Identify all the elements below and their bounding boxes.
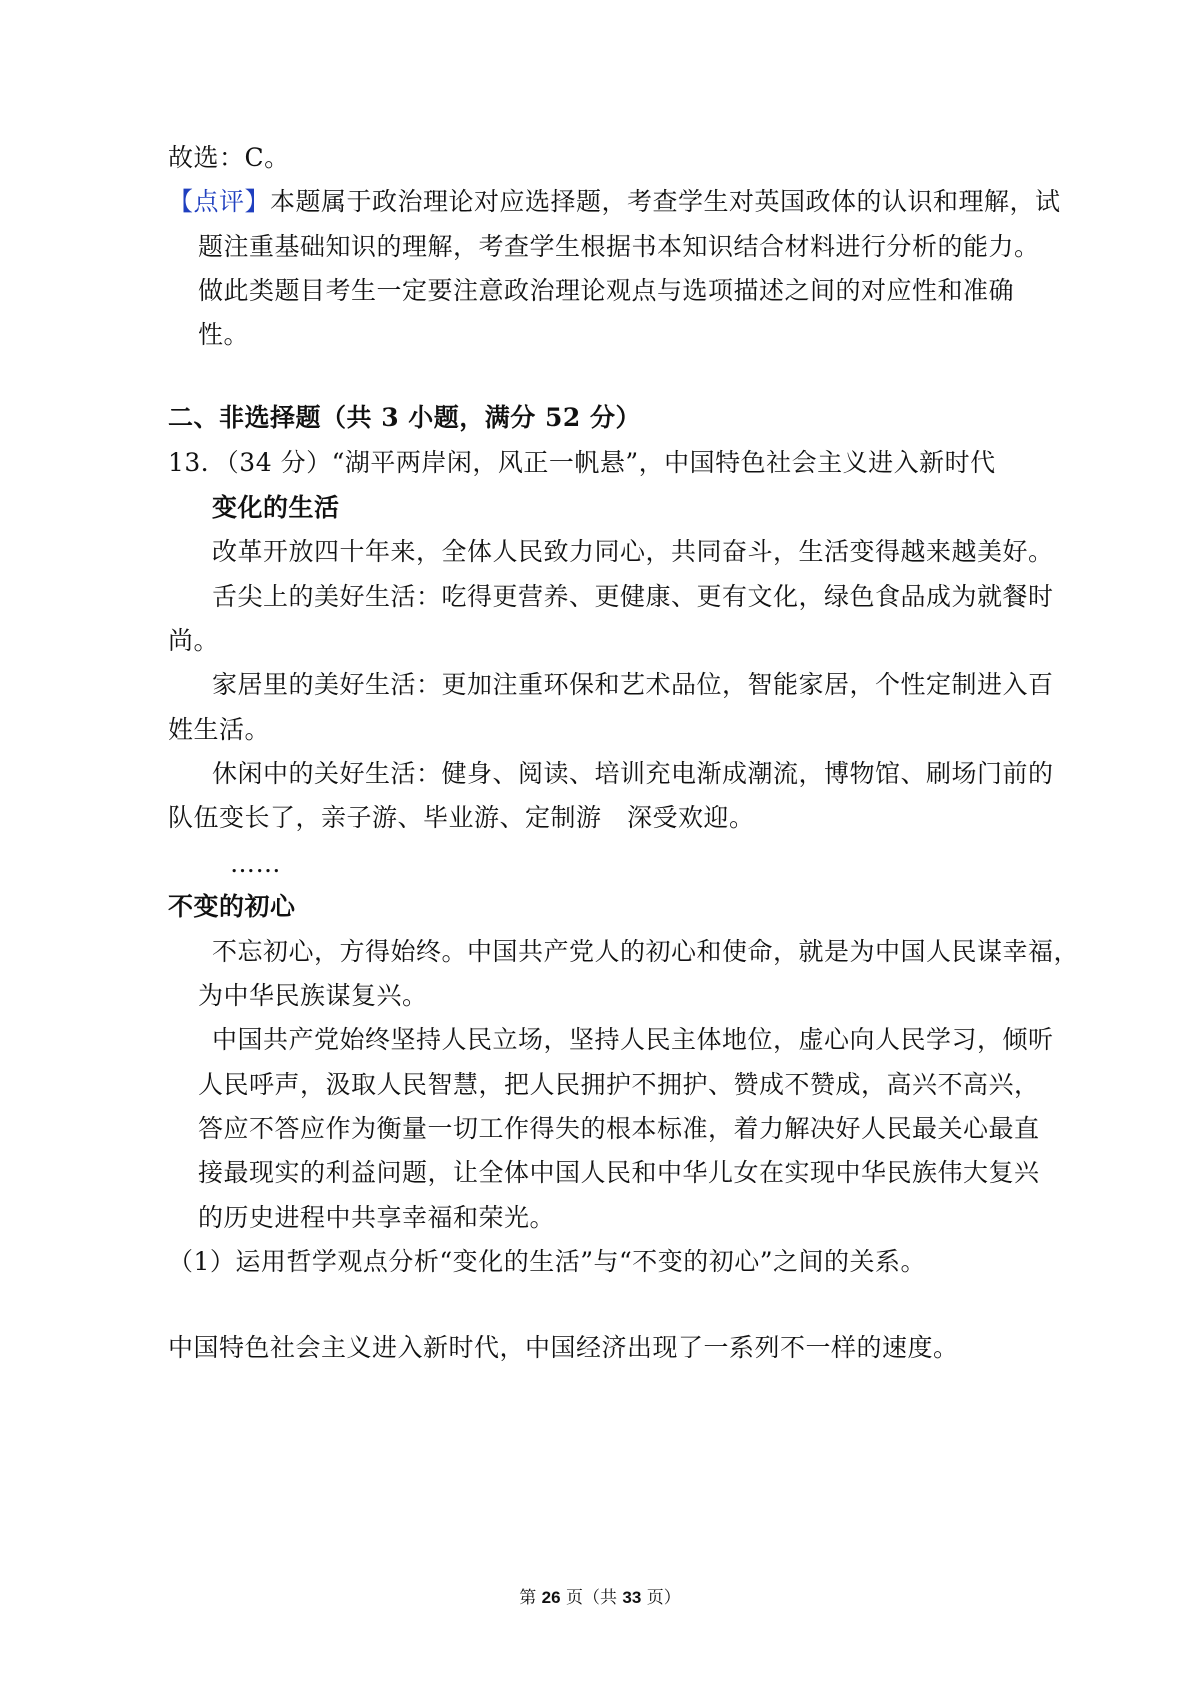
- material-line: 接最现实的利益问题，让全体中国人民和中华儿女在实现中华民族伟大复兴: [198, 1158, 1040, 1187]
- comment-tag: 【点评】: [168, 187, 271, 216]
- material-line: 家居里的美好生活：更加注重环保和艺术品位，智能家居，个性定制进入百: [212, 670, 1054, 699]
- material-line: 人民呼声，汲取人民智慧，把人民拥护不拥护、赞成不赞成，高兴不高兴，: [198, 1070, 1040, 1099]
- comment-line: 题注重基础知识的理解，考查学生根据书本知识结合材料进行分析的能力。: [198, 232, 1040, 261]
- current-page-number: 26: [541, 1588, 561, 1607]
- question-stem: 13．（34 分）“湖平两岸闲，风正一帆悬”，中国特色社会主义进入新时代: [168, 448, 996, 477]
- material-line: 的历史进程中共享幸福和荣光。: [198, 1203, 556, 1232]
- comment-line: 性。: [198, 320, 250, 349]
- ellipsis: ……: [230, 849, 281, 878]
- footer-prefix: 第: [519, 1588, 542, 1608]
- material-line: 中国共产党始终坚持人民立场，坚持人民主体地位，虚心向人民学习，倾听: [212, 1025, 1054, 1054]
- material-line: 改革开放四十年来，全体人民致力同心，共同奋斗，生活变得越来越美好。: [212, 537, 1054, 566]
- material-line: 休闲中的关好生活：健身、阅读、培训充电渐成潮流，博物馆、刷场门前的: [212, 759, 1054, 788]
- answer-line: 故选：C。: [168, 143, 290, 172]
- material-line: 舌尖上的美好生活：吃得更营养、更健康、更有文化，绿色食品成为就餐时: [212, 582, 1054, 611]
- part1-title: 变化的生活: [212, 493, 340, 522]
- comment-line: 做此类题目考生一定要注意政治理论观点与选项描述之间的对应性和准确: [198, 276, 1015, 305]
- material-line: 姓生活。: [168, 715, 271, 744]
- sub-question-1: （1）运用哲学观点分析“变化的生活”与“不变的初心”之间的关系。: [168, 1247, 927, 1276]
- material-line: 队伍变长了，亲子游、毕业游、定制游 深受欢迎。: [168, 803, 755, 832]
- section-heading: 二、非选择题（共 3 小题，满分 52 分）: [168, 403, 642, 432]
- material-line: 为中华民族谋复兴。: [198, 981, 428, 1010]
- material-line: 不忘初心，方得始终。中国共产党人的初心和使命，就是为中国人民谋幸福，: [212, 937, 1080, 966]
- next-material-intro: 中国特色社会主义进入新时代，中国经济出现了一系列不一样的速度。: [168, 1333, 959, 1362]
- page-footer: [0, 1586, 1200, 1610]
- comment-first-line: [168, 184, 1061, 220]
- material-line: 尚。: [168, 626, 220, 655]
- total-pages-number: 33: [622, 1588, 642, 1607]
- footer-suffix: 页）: [641, 1588, 681, 1608]
- material-line: 答应不答应作为衡量一切工作得失的根本标准，着力解决好人民最关心最直: [198, 1114, 1040, 1143]
- footer-middle: 页（共: [560, 1588, 623, 1608]
- comment-text: 本题属于政治理论对应选择题，考查学生对英国政体的认识和理解，试: [270, 187, 1061, 216]
- part2-title: 不变的初心: [168, 892, 296, 921]
